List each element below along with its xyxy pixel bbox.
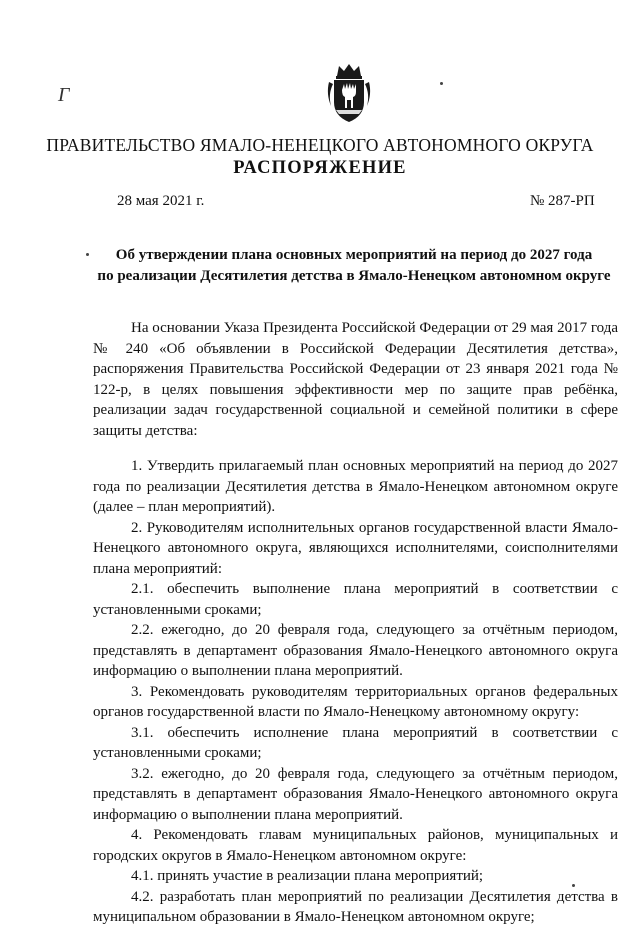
scan-speck: [440, 82, 443, 85]
clause-paragraph: 2.2. ежегодно, до 20 февраля года, следующего за отчётным периодом, представлять в департамент образования Ямало-Ненецкого автономного округа информацию о выполнении плана мероприятий.: [93, 622, 618, 679]
clause-paragraph: 4.1. принять участие в реализации плана мероприятий;: [131, 868, 484, 884]
coat-of-arms-icon: [325, 62, 373, 124]
clause-paragraph: 3.2. ежегодно, до 20 февраля года, следующего за отчётным периодом, представлять в департамент образования Ямало-Ненецкого автономного округа информацию о выполнении плана мероприятий.: [93, 765, 618, 823]
clause-paragraph: 4.2. разработать план мероприятий по реализации Десятилетия детства в муниципальном образовании в Ямало-Ненецком автономном округе;: [93, 888, 618, 925]
government-name: ПРАВИТЕЛЬСТВО ЯМАЛО-НЕНЕЦКОГО АВТОНОМНОГО ОКРУГА: [46, 135, 594, 155]
clause-paragraph: 3.1. обеспечить исполнение плана мероприятий в соответствии с установленными сроками;: [93, 724, 618, 761]
clause-paragraph: 3. Рекомендовать руководителям территориальных органов федеральных органов государственной власти по Ямало-Ненецкому автономному округу:: [93, 683, 618, 720]
scan-speck: [86, 253, 89, 256]
document-number: № 287-РП: [530, 193, 595, 209]
clause-paragraph: 2.1. обеспечить выполнение плана мероприятий в соответствии с установленными сроками;: [93, 581, 618, 618]
document-type: РАСПОРЯЖЕНИЕ: [233, 158, 407, 178]
title-line: Об утверждении плана основных мероприятий на период до 2027 года: [115, 247, 593, 263]
clause-paragraph: 4. Рекомендовать главам муниципальных районов, муниципальных и городских округов в Ямало-Ненецком автономном округе:: [93, 827, 618, 864]
document-title: [88, 245, 620, 287]
clause-paragraph: 2. Руководителям исполнительных органов государственной власти Ямало-Ненецкого автономного округа, являющихся исполнителями, соисполнителями плана мероприятий:: [93, 519, 618, 577]
handwritten-mark: Г: [58, 84, 70, 106]
document-body: [93, 318, 618, 928]
preamble-paragraph: На основании Указа Президента Российской Федерации от 29 мая 2017 года № 240 «Об объявлении в Российской Федерации Десятилетия детства», распоряжения Правительства Российской Федерации от 23 января 2021 года № 122-р, в целях повышения эффективности мер по защите прав ребёнка, реализации задач государственной социальной и семейной политики в сфере защиты детства:: [93, 320, 618, 439]
title-line: по реализации Десятилетия детства в Ямало-Ненецком автономном округе: [97, 268, 611, 284]
clause-paragraph: 1. Утвердить прилагаемый план основных мероприятий на период до 2027 года по реализации Десятилетия детства в Ямало-Ненецком автономном округе (далее – план мероприятий).: [93, 458, 618, 515]
scan-speck: [572, 884, 575, 887]
document-date: 28 мая 2021 г.: [117, 193, 205, 209]
